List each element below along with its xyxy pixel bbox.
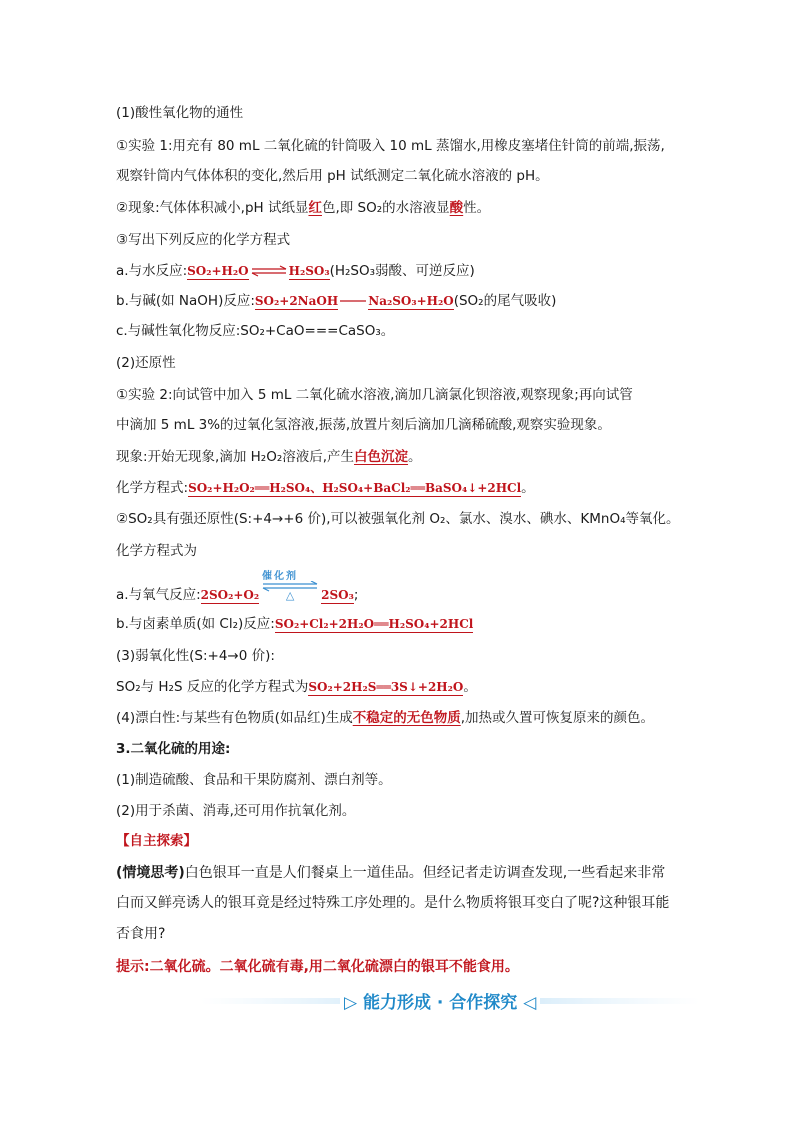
answer-eq-oxygen-left: 2SO₂+O₂ — [200, 588, 260, 602]
experiment-1-text: ①实验 1:用充有 80 mL 二氧化硫的针筒吸入 10 mL 蒸馏水,用橡皮塞堵住针筒的前端,振荡, — [116, 138, 665, 154]
reaction-with-halogen: b.与卤素单质(如 Cl₂)反应:SO₂+Cl₂+2H₂O══H₂SO₄+2HCl — [116, 616, 474, 632]
phenomenon-line: ②现象:气体体积减小,pH 试纸显红色,即 SO₂的水溶液显酸性。 — [116, 200, 491, 216]
reversible-arrow-icon — [249, 265, 289, 277]
self-explore-heading: 【自主探索】 — [116, 833, 197, 849]
answer-unstable-colorless: 不稳定的无色物质 — [352, 710, 461, 726]
answer-eq-water-right: H₂SO₃ — [288, 264, 330, 278]
equations-are-label: 化学方程式为 — [116, 543, 197, 559]
answer-red: 红 — [308, 200, 322, 216]
answer-eq-water-left: SO₂+H₂O — [187, 264, 249, 278]
phenomenon-2-line: 现象:开始无现象,滴加 H₂O₂溶液后,产生白色沉淀。 — [116, 449, 422, 465]
reaction-with-base: b.与碱(如 NaOH)反应:SO₂+2NaOH Na₂SO₃+H₂O(SO₂的尾气吸收) — [116, 293, 557, 309]
scenario-text-cont: 白而又鲜亮诱人的银耳竟是经过特殊工序处理的。是什么物质将银耳变白了呢?这种银耳能 — [116, 895, 670, 911]
catalytic-reversible-arrow — [259, 586, 321, 605]
answer-white-precipitate: 白色沉淀 — [354, 449, 409, 465]
scenario-text-end: 否食用? — [116, 926, 166, 942]
answer-eq-base-left: SO₂+2NaOH — [254, 294, 339, 308]
experiment-2-text-cont: 中滴加 5 mL 3%的过氧化氢溶液,振荡,放置片刻后滴加几滴稀硫酸,观察实验现象。 — [116, 417, 611, 433]
answer-eq-peroxide: SO₂+H₂O₂══H₂SO₄、H₂SO₄+BaCl₂══BaSO₄↓+2HCl — [188, 481, 522, 495]
answer-eq-chlorine: SO₂+Cl₂+2H₂O══H₂SO₄+2HCl — [274, 617, 474, 631]
answer-eq-h2s: SO₂+2H₂S══3S↓+2H₂O — [308, 680, 464, 694]
equation-2-line: 化学方程式:SO₂+H₂O₂══H₂SO₄、H₂SO₄+BaCl₂══BaSO₄↓+2HCl。 — [116, 480, 535, 496]
heat-delta-icon: △ — [285, 589, 295, 602]
scenario-text: (情境思考)白色银耳一直是人们餐桌上一道佳品。但经记者走访调查发现,一些看起来非常 — [116, 865, 666, 881]
h2s-reaction-line: SO₂与 H₂S 反应的化学方程式为SO₂+2H₂S══3S↓+2H₂O。 — [116, 679, 477, 695]
heading-weak-oxidation: (3)弱氧化性(S:+4→0 价): — [116, 648, 275, 664]
reversible-arrow-icon — [259, 581, 321, 593]
use-1: (1)制造硫酸、食品和干果防腐剂、漂白剂等。 — [116, 772, 392, 788]
scenario-label: (情境思考) — [116, 865, 185, 881]
answer-eq-oxygen-right: 2SO₃ — [321, 588, 354, 602]
equals-line-icon — [338, 295, 368, 307]
answer-eq-base-right: Na₂SO₃+H₂O — [368, 294, 454, 308]
use-2: (2)用于杀菌、消毒,还可用作抗氧化剂。 — [116, 803, 356, 819]
hint-answer: 提示:二氧化硫。二氧化硫有毒,用二氧化硫漂白的银耳不能食用。 — [116, 959, 519, 975]
bleaching-line: (4)漂白性:与某些有色物质(如品红)生成不稳定的无色物质,加热或久置可恢复原来的颜色。 — [116, 710, 655, 726]
section-banner-title: ▷ 能力形成 · 合作探究 ◁ — [340, 988, 540, 1013]
write-equations-heading: ③写出下列反应的化学方程式 — [116, 232, 291, 248]
heading-uses: 3.二氧化硫的用途: — [116, 741, 231, 757]
experiment-1-text-cont: 观察针筒内气体体积的变化,然后用 pH 试纸测定二氧化硫水溶液的 pH。 — [116, 168, 549, 184]
experiment-2-text: ①实验 2:向试管中加入 5 mL 二氧化硫水溶液,滴加几滴氯化钡溶液,观察现象;再向试管 — [116, 387, 633, 403]
reaction-with-water: a.与水反应:SO₂+H₂O H₂SO₃(H₂SO₃弱酸、可逆反应) — [116, 263, 475, 279]
heading-reducibility: (2)还原性 — [116, 355, 176, 371]
reaction-with-oxygen: a.与氧气反应:2SO₂+O₂ △ 2SO₃; — [116, 586, 358, 605]
answer-acid: 酸 — [449, 200, 464, 216]
catalyst-label: 催化剂 — [262, 571, 298, 582]
heading-acidic-oxide: (1)酸性氧化物的通性 — [116, 105, 244, 121]
reaction-with-basic-oxide: c.与碱性氧化物反应:SO₂+CaO===CaSO₃。 — [116, 323, 395, 339]
strong-reducibility-text: ②SO₂具有强还原性(S:+4→+6 价),可以被强氧化剂 O₂、氯水、溴水、碘水、KMnO₄等氧化。 — [116, 511, 680, 527]
